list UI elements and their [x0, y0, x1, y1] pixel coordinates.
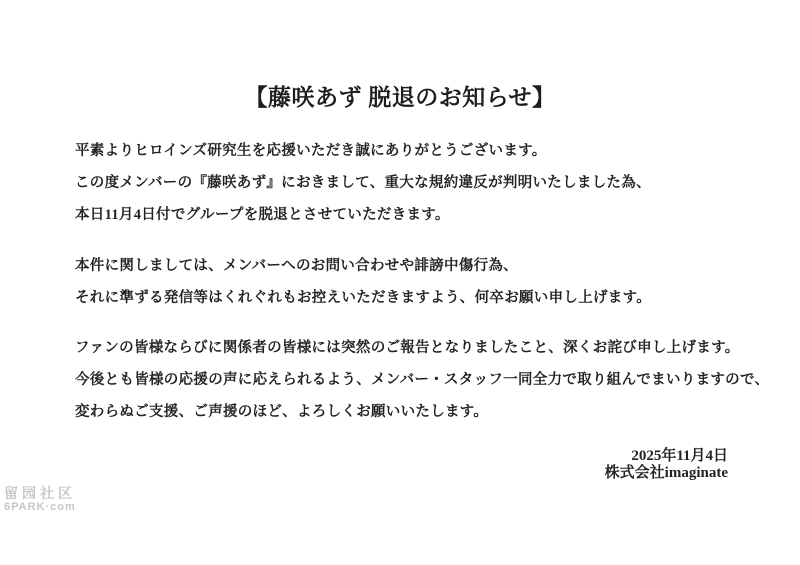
text-line: この度メンバーの『藤咲あず』におきまして、重大な規約違反が判明いたしました為、 — [75, 175, 651, 191]
text-line: ファンの皆様ならびに関係者の皆様には突然のご報告となりましたこと、深くお詫び申し上げます。 — [75, 340, 740, 356]
watermark-6park — [4, 486, 76, 513]
text-line: それに準ずる発信等はくれぐれもお控えいただきますよう、何卒お願い申し上げます。 — [75, 290, 652, 306]
text-line: 本件に関しましては、メンバーへのお問い合わせや誹謗中傷行為、 — [75, 258, 518, 274]
paragraph-greeting — [75, 135, 760, 231]
text-line: 今後とも皆様の応援の声に応えられるよう、メンバー・スタッフ一同全力で取り組んでまいりますので、 — [75, 372, 770, 388]
text-line: 変わらぬご支援、ご声援のほど、よろしくお願いいたします。 — [75, 404, 489, 420]
paragraph-request — [75, 250, 760, 314]
signature-block — [605, 448, 728, 482]
paragraph-apology — [75, 332, 770, 428]
signature-company: 株式会社imaginate — [604, 465, 728, 481]
watermark-text-url: 6PARK·com — [4, 501, 76, 514]
page-title: 【藤咲あず 脱退のお知らせ】 — [244, 85, 556, 110]
watermark-text-cn: 留园社区 — [4, 485, 76, 501]
text-line: 本日11月4日付でグループを脱退とさせていただきます。 — [75, 207, 450, 223]
signature-date: 2025年11月4日 — [631, 448, 728, 464]
text-line: 平素よりヒロインズ研究生を応援いただき誠にありがとうございます。 — [75, 143, 547, 159]
